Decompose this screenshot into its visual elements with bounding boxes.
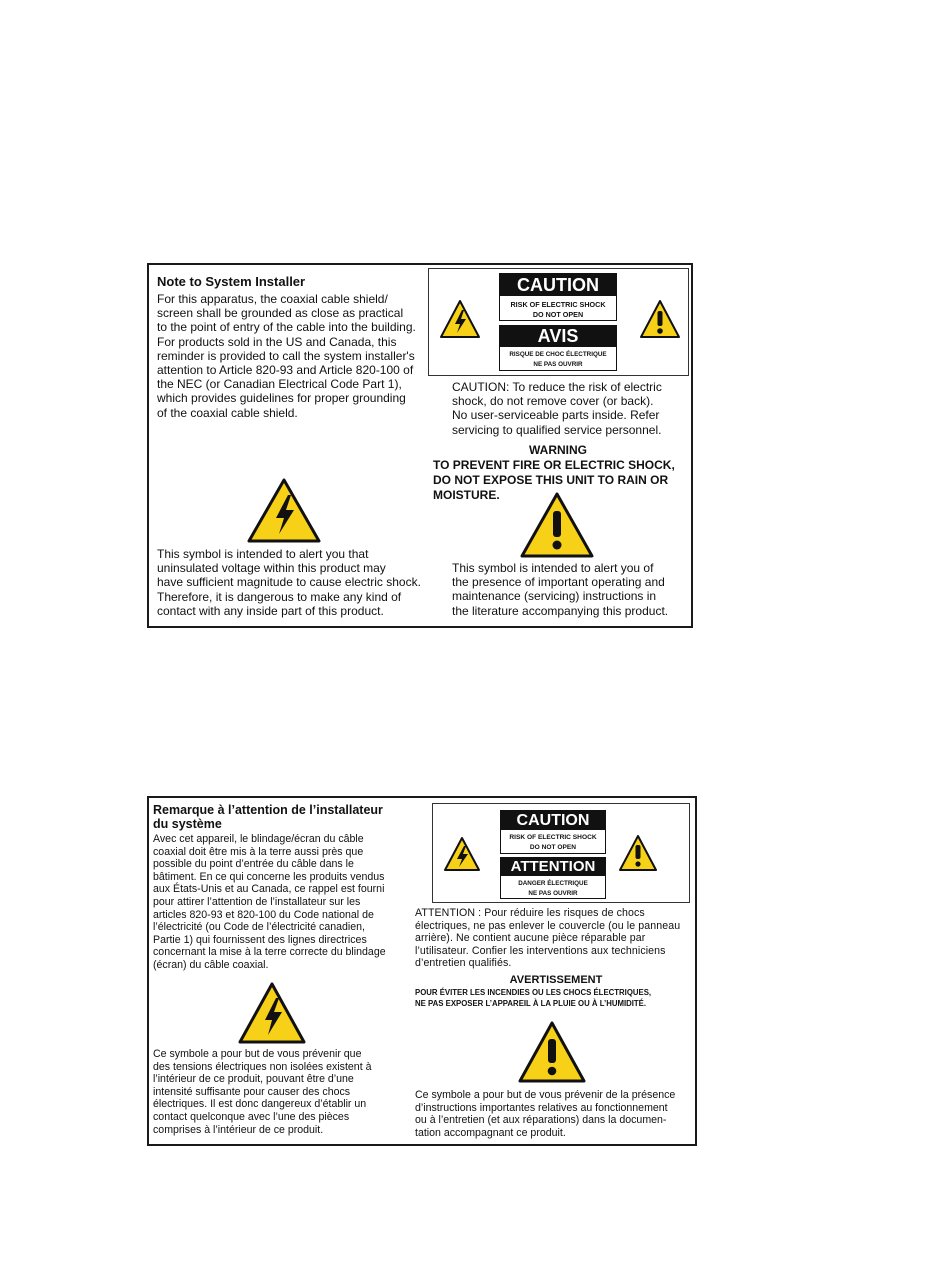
caution-line: servicing to qualified service personnel. xyxy=(452,422,662,437)
avis-label xyxy=(499,325,617,371)
note-title-line: Remarque à l’attention de l’installateur xyxy=(153,803,383,817)
caution-sub-2: DO NOT OPEN xyxy=(529,844,577,851)
attention-line: the literature accompanying this product. xyxy=(452,603,669,618)
note-line: screen shall be grounded as close as practical xyxy=(157,306,404,321)
note-line: bâtiment. En ce qui concerne les produits vendus xyxy=(153,870,385,883)
note-line: concernant la mise à la terre correcte du blindage xyxy=(153,946,386,959)
caution-text-fr xyxy=(415,907,697,970)
caution-line: shock, do not remove cover (or back). xyxy=(452,394,654,409)
avis-sub-2: NE PAS OUVRIR xyxy=(533,361,583,368)
voltage-line: l’intérieur de ce produit, pouvant être d’une xyxy=(153,1073,354,1086)
caution-line: ATTENTION : Pour réduire les risques de chocs xyxy=(415,907,645,919)
voltage-line: This symbol is intended to alert you that xyxy=(157,547,369,561)
exclamation-icon xyxy=(639,299,681,339)
note-line: (écran) du câble coaxial. xyxy=(153,958,269,971)
note-line: possible du point d’entrée du câble dans le xyxy=(153,858,354,871)
attention-heading: ATTENTION xyxy=(501,858,605,876)
note-line: Avec cet appareil, le blindage/écran du câble xyxy=(153,833,364,845)
voltage-line: Therefore, it is dangerous to make any kind of xyxy=(157,589,402,604)
caution-label-box xyxy=(428,268,689,376)
lightning-bolt-icon xyxy=(246,477,322,544)
avis-heading: AVIS xyxy=(500,326,616,347)
note-title: Note to System Installer xyxy=(157,274,306,289)
exclamation-icon xyxy=(618,834,658,872)
exclamation-icon xyxy=(519,491,595,559)
warning-line: TO PREVENT FIRE OR ELECTRIC SHOCK, xyxy=(433,458,675,472)
french-safety-panel xyxy=(147,796,697,1146)
caution-label xyxy=(499,273,617,321)
note-title-fr xyxy=(153,803,383,831)
caution-line: d’entretien qualifiés. xyxy=(415,957,512,970)
voltage-line: contact with any inside part of this product. xyxy=(157,603,384,618)
note-line: For this apparatus, the coaxial cable shield/ xyxy=(157,292,388,306)
note-line: aux États-Unis et au Canada, ce rappel est fourni xyxy=(153,883,385,896)
caution-heading: CAUTION xyxy=(500,274,616,296)
caution-line: électriques, ne pas enlever le couvercle (ou le panneau xyxy=(415,919,681,932)
warning-text-fr xyxy=(415,987,697,1009)
voltage-line: électriques. Il est donc dangereux d’établir un xyxy=(153,1098,367,1111)
note-line: of the coaxial cable shield. xyxy=(157,405,298,420)
caution-line: arrière). Ne contient aucune pièce réparable par xyxy=(415,932,646,945)
lightning-bolt-icon xyxy=(237,981,307,1045)
voltage-line: des tensions électriques non isolées existent à xyxy=(153,1060,372,1073)
english-safety-panel xyxy=(147,263,693,628)
attention-line: d’instructions importantes relatives au fonctionnement xyxy=(415,1101,668,1114)
note-line: to the point of entry of the cable into the building. xyxy=(157,320,416,335)
warning-title: WARNING xyxy=(529,443,587,457)
voltage-line: comprises à l’intérieur de ce produit. xyxy=(153,1123,324,1136)
note-line: which provides guidelines for proper grounding xyxy=(157,391,406,406)
warning-line: DO NOT EXPOSE THIS UNIT TO RAIN OR xyxy=(433,472,669,487)
voltage-line: contact quelconque avec l’une des pièces xyxy=(153,1110,350,1123)
attention-line: tation accompagnant ce produit. xyxy=(415,1126,566,1139)
attention-line: Ce symbole a pour but de vous prévenir de la présence xyxy=(415,1089,676,1101)
note-line: l’électricité (ou Code de l’électricité canadien, xyxy=(153,921,365,934)
caution-line: No user-serviceable parts inside. Refer xyxy=(452,408,660,423)
attention-line: This symbol is intended to alert you of xyxy=(452,561,654,575)
attention-symbol-text-fr xyxy=(415,1089,697,1139)
lightning-bolt-icon xyxy=(439,299,481,339)
note-text xyxy=(157,292,427,420)
note-title-line: du système xyxy=(153,817,222,831)
note-line: reminder is provided to call the system installer's xyxy=(157,348,415,363)
warning-line: NE PAS EXPOSER L’APPAREIL À LA PLUIE OU À L’HUMIDITÉ. xyxy=(415,999,647,1008)
attention-sub-2: NE PAS OUVRIR xyxy=(528,890,578,897)
caution-text xyxy=(452,380,692,437)
attention-symbol-text xyxy=(452,561,692,618)
caution-line: CAUTION: To reduce the risk of electric xyxy=(452,380,662,394)
note-line: For products sold in the US and Canada, this xyxy=(157,334,397,349)
exclamation-icon xyxy=(517,1020,587,1084)
attention-label-fr xyxy=(500,857,606,899)
note-line: pour attirer l’attention de l’installateur sur les xyxy=(153,895,361,908)
caution-sub-1: RISK OF ELECTRIC SHOCK xyxy=(510,300,606,309)
attention-line: maintenance (servicing) instructions in xyxy=(452,589,657,604)
voltage-symbol-text-fr xyxy=(153,1048,409,1136)
voltage-line: Ce symbole a pour but de vous prévenir que xyxy=(153,1048,362,1060)
caution-label-box-fr xyxy=(432,803,690,903)
voltage-line: uninsulated voltage within this product may xyxy=(157,561,386,576)
note-text-fr xyxy=(153,833,403,972)
note-line: coaxial doit être mis à la terre aussi près que xyxy=(153,845,364,858)
voltage-line: intensité suffisante pour causer des chocs xyxy=(153,1085,351,1098)
caution-sub-2: DO NOT OPEN xyxy=(532,310,584,319)
voltage-symbol-text xyxy=(157,547,427,618)
voltage-line: have sufficient magnitude to cause electric shock. xyxy=(157,575,421,590)
note-line: Partie 1) qui fournissent des lignes directrices xyxy=(153,933,367,946)
warning-line: POUR ÉVITER LES INCENDIES OU LES CHOCS ÉLECTRIQUES, xyxy=(415,988,652,997)
lightning-bolt-icon xyxy=(443,836,481,872)
caution-line: l’utilisateur. Confier les interventions aux techniciens xyxy=(415,944,666,957)
note-line: the NEC (or Canadian Electrical Code Part 1), xyxy=(157,377,402,392)
warning-title-fr: AVERTISSEMENT xyxy=(509,974,603,986)
attention-line: the presence of important operating and xyxy=(452,575,665,590)
caution-heading: CAUTION xyxy=(501,811,605,830)
caution-sub-1: RISK OF ELECTRIC SHOCK xyxy=(509,834,597,841)
caution-label-fr xyxy=(500,810,606,854)
attention-line: ou à l’entretien (et aux réparations) dans la documen- xyxy=(415,1114,667,1127)
note-line: attention to Article 820-93 and Article 820-100 of xyxy=(157,363,414,378)
warning-line: MOISTURE. xyxy=(433,487,500,502)
attention-sub-1: DANGER ÉLECTRIQUE xyxy=(518,880,588,887)
avis-sub-1: RISQUE DE CHOC ÉLECTRIQUE xyxy=(509,351,607,358)
note-line: articles 820-93 et 820-100 du Code national de xyxy=(153,908,374,921)
